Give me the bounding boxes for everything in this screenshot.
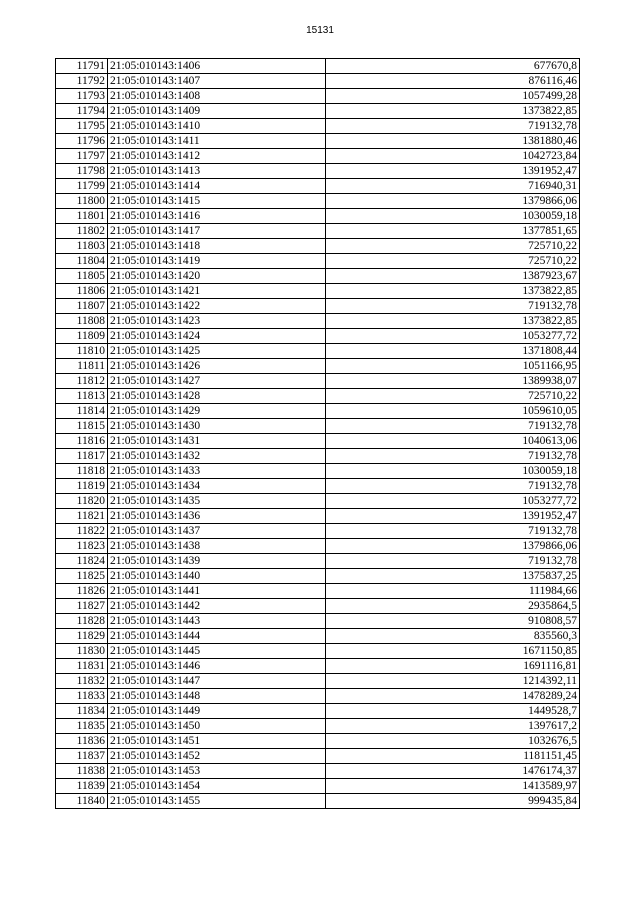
table-row xyxy=(56,464,580,479)
cadastral-number-cell: 21:05:010143:1415 xyxy=(108,194,326,209)
row-number-cell: 11837 xyxy=(56,749,108,764)
cadastral-number-cell: 21:05:010143:1450 xyxy=(108,719,326,734)
table-row xyxy=(56,719,580,734)
table-row xyxy=(56,299,580,314)
cadastral-value-cell: 1691116,81 xyxy=(326,659,580,674)
cadastral-number-cell: 21:05:010143:1428 xyxy=(108,389,326,404)
page-number: 15131 xyxy=(306,25,334,36)
cadastral-number-cell: 21:05:010143:1423 xyxy=(108,314,326,329)
cadastral-number-cell: 21:05:010143:1430 xyxy=(108,419,326,434)
table-row xyxy=(56,164,580,179)
table-row xyxy=(56,134,580,149)
cadastral-number-cell: 21:05:010143:1432 xyxy=(108,449,326,464)
cadastral-value-cell: 1391952,47 xyxy=(326,164,580,179)
cadastral-value-cell: 1377851,65 xyxy=(326,224,580,239)
table-row xyxy=(56,194,580,209)
table-row xyxy=(56,734,580,749)
cadastral-value-cell: 1032676,5 xyxy=(326,734,580,749)
table-row xyxy=(56,479,580,494)
table-row xyxy=(56,659,580,674)
row-number-cell: 11827 xyxy=(56,599,108,614)
cadastral-number-cell: 21:05:010143:1454 xyxy=(108,779,326,794)
cadastral-number-cell: 21:05:010143:1412 xyxy=(108,149,326,164)
table-row xyxy=(56,359,580,374)
row-number-cell: 11808 xyxy=(56,314,108,329)
cadastral-number-cell: 21:05:010143:1446 xyxy=(108,659,326,674)
row-number-cell: 11814 xyxy=(56,404,108,419)
cadastral-number-cell: 21:05:010143:1439 xyxy=(108,554,326,569)
cadastral-number-cell: 21:05:010143:1434 xyxy=(108,479,326,494)
table-row xyxy=(56,404,580,419)
table-row xyxy=(56,599,580,614)
cadastral-number-cell: 21:05:010143:1410 xyxy=(108,119,326,134)
cadastral-number-cell: 21:05:010143:1436 xyxy=(108,509,326,524)
cadastral-value-cell: 725710,22 xyxy=(326,389,580,404)
row-number-cell: 11793 xyxy=(56,89,108,104)
table-row xyxy=(56,749,580,764)
row-number-cell: 11820 xyxy=(56,494,108,509)
row-number-cell: 11795 xyxy=(56,119,108,134)
cadastral-value-cell: 1476174,37 xyxy=(326,764,580,779)
row-number-cell: 11799 xyxy=(56,179,108,194)
table-row xyxy=(56,539,580,554)
table-row xyxy=(56,344,580,359)
row-number-cell: 11811 xyxy=(56,359,108,374)
table-row xyxy=(56,224,580,239)
table-row xyxy=(56,629,580,644)
row-number-cell: 11816 xyxy=(56,434,108,449)
row-number-cell: 11840 xyxy=(56,794,108,809)
table-row xyxy=(56,314,580,329)
cadastral-value-cell: 1053277,72 xyxy=(326,494,580,509)
cadastral-value-cell: 1381880,46 xyxy=(326,134,580,149)
row-number-cell: 11809 xyxy=(56,329,108,344)
cadastral-number-cell: 21:05:010143:1437 xyxy=(108,524,326,539)
row-number-cell: 11822 xyxy=(56,524,108,539)
cadastral-value-cell: 677670,8 xyxy=(326,59,580,74)
table-row xyxy=(56,389,580,404)
cadastral-number-cell: 21:05:010143:1427 xyxy=(108,374,326,389)
cadastral-value-cell: 1379866,06 xyxy=(326,539,580,554)
row-number-cell: 11801 xyxy=(56,209,108,224)
cadastral-number-cell: 21:05:010143:1444 xyxy=(108,629,326,644)
table-row xyxy=(56,644,580,659)
cadastral-value-cell: 719132,78 xyxy=(326,479,580,494)
row-number-cell: 11824 xyxy=(56,554,108,569)
row-number-cell: 11830 xyxy=(56,644,108,659)
cadastral-number-cell: 21:05:010143:1429 xyxy=(108,404,326,419)
cadastral-value-cell: 1181151,45 xyxy=(326,749,580,764)
cadastral-value-cell: 1040613,06 xyxy=(326,434,580,449)
cadastral-number-cell: 21:05:010143:1451 xyxy=(108,734,326,749)
cadastral-value-cell: 719132,78 xyxy=(326,299,580,314)
table-row xyxy=(56,779,580,794)
table-row xyxy=(56,434,580,449)
cadastral-value-cell: 1389938,07 xyxy=(326,374,580,389)
cadastral-value-cell: 1371808,44 xyxy=(326,344,580,359)
table-row xyxy=(56,584,580,599)
row-number-cell: 11798 xyxy=(56,164,108,179)
cadastral-number-cell: 21:05:010143:1418 xyxy=(108,239,326,254)
cadastral-number-cell: 21:05:010143:1407 xyxy=(108,74,326,89)
cadastral-value-cell: 876116,46 xyxy=(326,74,580,89)
cadastral-value-cell: 719132,78 xyxy=(326,554,580,569)
row-number-cell: 11791 xyxy=(56,59,108,74)
cadastral-value-cell: 1375837,25 xyxy=(326,569,580,584)
cadastral-value-cell: 1053277,72 xyxy=(326,329,580,344)
cadastral-number-cell: 21:05:010143:1422 xyxy=(108,299,326,314)
row-number-cell: 11807 xyxy=(56,299,108,314)
row-number-cell: 11832 xyxy=(56,674,108,689)
cadastral-value-cell: 725710,22 xyxy=(326,254,580,269)
table-row xyxy=(56,329,580,344)
cadastral-value-cell: 111984,66 xyxy=(326,584,580,599)
table-row xyxy=(56,524,580,539)
cadastral-value-cell: 1059610,05 xyxy=(326,404,580,419)
cadastral-value-cell: 1030059,18 xyxy=(326,209,580,224)
cadastral-number-cell: 21:05:010143:1416 xyxy=(108,209,326,224)
row-number-cell: 11828 xyxy=(56,614,108,629)
cadastral-number-cell: 21:05:010143:1414 xyxy=(108,179,326,194)
table-row xyxy=(56,149,580,164)
cadastral-number-cell: 21:05:010143:1431 xyxy=(108,434,326,449)
cadastral-number-cell: 21:05:010143:1448 xyxy=(108,689,326,704)
table-row xyxy=(56,74,580,89)
table-row xyxy=(56,59,580,74)
cadastral-number-cell: 21:05:010143:1417 xyxy=(108,224,326,239)
row-number-cell: 11797 xyxy=(56,149,108,164)
cadastral-number-cell: 21:05:010143:1421 xyxy=(108,284,326,299)
cadastral-number-cell: 21:05:010143:1424 xyxy=(108,329,326,344)
cadastral-number-cell: 21:05:010143:1438 xyxy=(108,539,326,554)
cadastral-number-cell: 21:05:010143:1453 xyxy=(108,764,326,779)
row-number-cell: 11823 xyxy=(56,539,108,554)
cadastral-number-cell: 21:05:010143:1425 xyxy=(108,344,326,359)
cadastral-value-cell: 1379866,06 xyxy=(326,194,580,209)
row-number-cell: 11833 xyxy=(56,689,108,704)
cadastral-value-table xyxy=(55,58,580,809)
cadastral-value-cell: 1397617,2 xyxy=(326,719,580,734)
cadastral-number-cell: 21:05:010143:1406 xyxy=(108,59,326,74)
row-number-cell: 11836 xyxy=(56,734,108,749)
table-row xyxy=(56,239,580,254)
cadastral-number-cell: 21:05:010143:1426 xyxy=(108,359,326,374)
table-row xyxy=(56,449,580,464)
cadastral-number-cell: 21:05:010143:1413 xyxy=(108,164,326,179)
table-row xyxy=(56,89,580,104)
row-number-cell: 11829 xyxy=(56,629,108,644)
row-number-cell: 11818 xyxy=(56,464,108,479)
cadastral-number-cell: 21:05:010143:1442 xyxy=(108,599,326,614)
cadastral-value-cell: 1373822,85 xyxy=(326,104,580,119)
table-row xyxy=(56,509,580,524)
table-row xyxy=(56,569,580,584)
table-row xyxy=(56,119,580,134)
cadastral-number-cell: 21:05:010143:1409 xyxy=(108,104,326,119)
cadastral-value-cell: 2935864,5 xyxy=(326,599,580,614)
table-row xyxy=(56,704,580,719)
cadastral-value-cell: 1030059,18 xyxy=(326,464,580,479)
table-row xyxy=(56,764,580,779)
cadastral-value-cell: 719132,78 xyxy=(326,419,580,434)
cadastral-number-cell: 21:05:010143:1452 xyxy=(108,749,326,764)
table-row xyxy=(56,614,580,629)
row-number-cell: 11839 xyxy=(56,779,108,794)
cadastral-value-cell: 719132,78 xyxy=(326,449,580,464)
cadastral-value-cell: 835560,3 xyxy=(326,629,580,644)
cadastral-number-cell: 21:05:010143:1408 xyxy=(108,89,326,104)
cadastral-value-cell: 1373822,85 xyxy=(326,314,580,329)
table-row xyxy=(56,254,580,269)
row-number-cell: 11800 xyxy=(56,194,108,209)
cadastral-number-cell: 21:05:010143:1411 xyxy=(108,134,326,149)
cadastral-value-cell: 1671150,85 xyxy=(326,644,580,659)
row-number-cell: 11825 xyxy=(56,569,108,584)
row-number-cell: 11794 xyxy=(56,104,108,119)
row-number-cell: 11813 xyxy=(56,389,108,404)
table-row xyxy=(56,179,580,194)
cadastral-value-cell: 910808,57 xyxy=(326,614,580,629)
cadastral-number-cell: 21:05:010143:1435 xyxy=(108,494,326,509)
cadastral-number-cell: 21:05:010143:1420 xyxy=(108,269,326,284)
table-row xyxy=(56,269,580,284)
row-number-cell: 11817 xyxy=(56,449,108,464)
cadastral-number-cell: 21:05:010143:1447 xyxy=(108,674,326,689)
table-row xyxy=(56,209,580,224)
row-number-cell: 11803 xyxy=(56,239,108,254)
row-number-cell: 11805 xyxy=(56,269,108,284)
cadastral-number-cell: 21:05:010143:1440 xyxy=(108,569,326,584)
table-row xyxy=(56,374,580,389)
cadastral-value-cell: 999435,84 xyxy=(326,794,580,809)
row-number-cell: 11819 xyxy=(56,479,108,494)
cadastral-number-cell: 21:05:010143:1419 xyxy=(108,254,326,269)
cadastral-number-cell: 21:05:010143:1449 xyxy=(108,704,326,719)
cadastral-value-cell: 719132,78 xyxy=(326,524,580,539)
table-row xyxy=(56,674,580,689)
table-row xyxy=(56,794,580,809)
row-number-cell: 11810 xyxy=(56,344,108,359)
cadastral-value-cell: 1391952,47 xyxy=(326,509,580,524)
cadastral-value-cell: 719132,78 xyxy=(326,119,580,134)
row-number-cell: 11835 xyxy=(56,719,108,734)
table-row xyxy=(56,419,580,434)
row-number-cell: 11806 xyxy=(56,284,108,299)
cadastral-number-cell: 21:05:010143:1441 xyxy=(108,584,326,599)
row-number-cell: 11834 xyxy=(56,704,108,719)
cadastral-value-cell: 716940,31 xyxy=(326,179,580,194)
table-row xyxy=(56,494,580,509)
cadastral-value-cell: 1478289,24 xyxy=(326,689,580,704)
row-number-cell: 11826 xyxy=(56,584,108,599)
cadastral-value-cell: 1373822,85 xyxy=(326,284,580,299)
table-row xyxy=(56,284,580,299)
cadastral-value-cell: 1051166,95 xyxy=(326,359,580,374)
cadastral-value-cell: 1214392,11 xyxy=(326,674,580,689)
cadastral-value-cell: 1057499,28 xyxy=(326,89,580,104)
cadastral-value-cell: 1387923,67 xyxy=(326,269,580,284)
row-number-cell: 11831 xyxy=(56,659,108,674)
cadastral-value-cell: 725710,22 xyxy=(326,239,580,254)
cadastral-value-cell: 1413589,97 xyxy=(326,779,580,794)
table-row xyxy=(56,554,580,569)
table-row xyxy=(56,689,580,704)
row-number-cell: 11804 xyxy=(56,254,108,269)
cadastral-value-cell: 1042723,84 xyxy=(326,149,580,164)
row-number-cell: 11815 xyxy=(56,419,108,434)
table-body xyxy=(56,59,580,809)
cadastral-value-cell: 1449528,7 xyxy=(326,704,580,719)
row-number-cell: 11792 xyxy=(56,74,108,89)
row-number-cell: 11838 xyxy=(56,764,108,779)
cadastral-number-cell: 21:05:010143:1443 xyxy=(108,614,326,629)
row-number-cell: 11821 xyxy=(56,509,108,524)
row-number-cell: 11802 xyxy=(56,224,108,239)
cadastral-number-cell: 21:05:010143:1433 xyxy=(108,464,326,479)
cadastral-number-cell: 21:05:010143:1455 xyxy=(108,794,326,809)
row-number-cell: 11796 xyxy=(56,134,108,149)
table-row xyxy=(56,104,580,119)
row-number-cell: 11812 xyxy=(56,374,108,389)
cadastral-number-cell: 21:05:010143:1445 xyxy=(108,644,326,659)
